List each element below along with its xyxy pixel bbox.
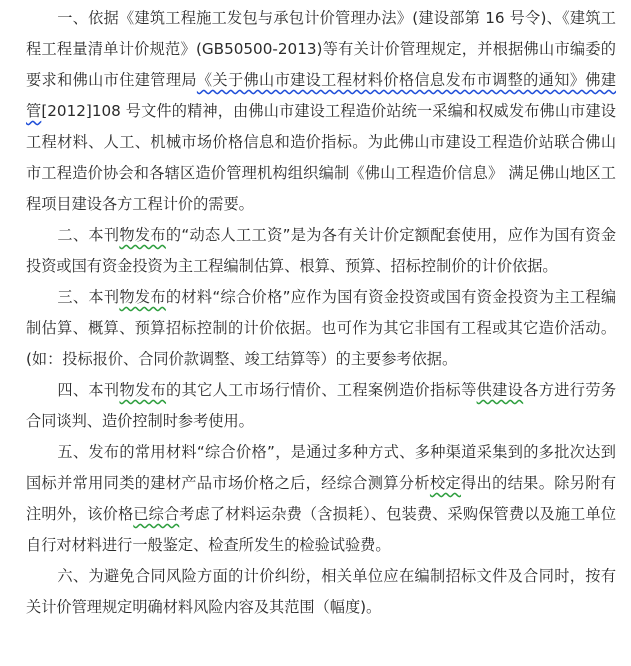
paragraph-1: [26, 3, 616, 220]
paragraph-6: [26, 561, 616, 623]
p5-wavy-term: 校定: [429, 474, 462, 492]
p1-text-a: 一、依据《建筑工程施工发包与承包计价管理办法》(建设部第 16 号令)、: [57, 9, 563, 27]
p1-notice-title: 《关于佛山市建设工程材料价格信息发布市调整的通知》佛建管: [26, 71, 617, 120]
paragraph-4: [26, 375, 616, 437]
document-body: [26, 0, 616, 623]
p4-text-a: 四、本刊: [57, 381, 120, 399]
p5-text-c: 得出的结果。除另附有注明外，该价格: [26, 474, 617, 523]
p1-text-b: 《建筑工程工程量清单计价规范》(GB50500-2013)等有关计价管理规定，并根据佛山市编委的要求和佛山市住建管理局: [26, 9, 616, 89]
p6-text-a: 六、为避免合同风险方面的计价纠纷，相关单位应在编制招标文件及合同时，按有关计价管理规定明确材料风险内容及其范围（幅度)。: [26, 567, 616, 616]
paragraph-5: [26, 437, 616, 561]
p4-text-c: 的其它人工市场行情价、工程案例造价指标等: [166, 381, 477, 399]
p3-wavy-term: 物发布: [119, 288, 166, 306]
p5-wavy-term-2: 已综合: [133, 505, 180, 523]
p4-text-e: 各方进行劳务合同谈判、造价控制时参考使用。: [26, 381, 617, 430]
p2-text-a: 二、本刊: [57, 226, 120, 244]
p2-text-c: 的“动态人工工资”是为各有关计价定额配套使用，应作为国有资金投资或国有资金投资为主工程编制估算、根算、预算、招标控制价的计价依据。: [26, 226, 617, 275]
p1-text-d: [2012]108 号文件的精神，由佛山市建设工程造价站统一采编和权威发布佛山市建设工程材料、人工、机械市场价格信息和造价指标。为此佛山市建设工程造价站联合佛山市工程造价协会和各辖区造价管理机构组织编制《佛山工程造价信息》 满足佛山地区工程项目建设各方工程计价的需要。: [26, 102, 616, 213]
paragraph-3: [26, 282, 616, 375]
p4-wavy-term: 物发布: [119, 381, 167, 399]
paragraph-2: [26, 220, 616, 282]
p5-text-e: 考虑了材料运杂费（含损耗）、包装费、采购保管费以及施工单位自行对材料进行一般鉴定、检查所发生的检验试验费。: [26, 505, 617, 554]
p4-wavy-term-2: 供建设: [476, 381, 524, 399]
p3-text-c: 的材料“综合价格”应作为国有资金投资或国有资金投资为主工程编制估算、概算、预算招标控制的计价依据。也可作为其它非国有工程或其它造价活动。(如：投标报价、合同价款调整、竣工结算等）的主要参考依据。: [26, 288, 617, 368]
p5-text-a: 五、发布的常用材料“综合价格”，是通过多种方式、多种渠道采集到的多批次达到国标并常用同类的建材产品市场价格之后，经综合测算分析: [26, 443, 616, 492]
p2-wavy-term: 物发布: [119, 226, 166, 244]
p3-text-a: 三、本刊: [57, 288, 120, 306]
